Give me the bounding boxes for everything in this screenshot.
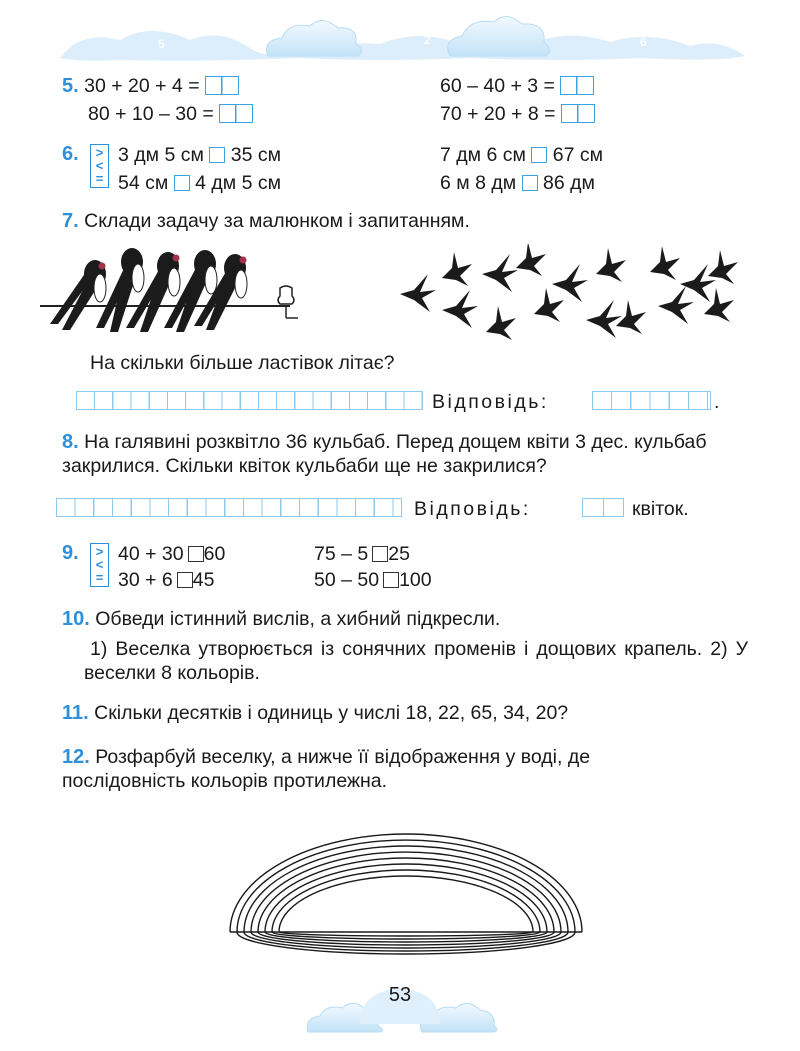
header-digit: 1 <box>372 33 379 47</box>
cloud-right <box>448 16 550 56</box>
flying-swallow <box>516 244 546 276</box>
operand: 54 см <box>118 172 169 194</box>
task-number: 5. <box>62 75 79 97</box>
flying-swallow <box>658 286 694 324</box>
compare-box[interactable] <box>522 175 538 191</box>
header-digit: 8 <box>692 25 699 39</box>
header-digit: 4 <box>570 23 577 37</box>
rainbow-arc <box>279 876 533 932</box>
solution-cells[interactable] <box>56 498 402 517</box>
rainbow-arc <box>272 870 540 932</box>
header-digit: 5 <box>158 37 165 51</box>
task-text: Обведи істинний вислів, а хибний підкресли. <box>95 608 501 630</box>
compare-box[interactable] <box>188 546 204 562</box>
answer-cells[interactable] <box>592 391 711 410</box>
cloud-left <box>267 20 362 56</box>
flying-swallow <box>400 274 436 312</box>
task12 <box>62 745 662 793</box>
flying-swallow <box>586 300 622 338</box>
task11 <box>62 701 568 725</box>
answer-cells[interactable] <box>582 498 624 517</box>
flying-swallow <box>650 246 680 280</box>
answer-box[interactable] <box>205 76 239 95</box>
operand: 4 дм 5 см <box>195 172 281 194</box>
rainbow-arc <box>265 864 547 932</box>
operand: 35 см <box>230 144 281 166</box>
task9-row2 <box>118 568 214 592</box>
operand: 67 см <box>552 144 603 166</box>
rainbow-outline[interactable] <box>228 830 584 956</box>
flying-swallow <box>616 300 646 334</box>
sign: < <box>95 158 104 173</box>
operand: 45 <box>192 569 215 591</box>
operand: 60 <box>203 543 226 565</box>
compare-box[interactable] <box>383 572 399 588</box>
answer-box[interactable] <box>219 104 253 123</box>
task-number: 8. <box>62 431 79 453</box>
compare-box[interactable] <box>209 147 225 163</box>
task-number: 9. <box>62 542 79 564</box>
flying-swallow <box>596 248 626 282</box>
header-digit: 2 <box>424 33 431 47</box>
operand: 25 <box>388 543 410 565</box>
compare-box[interactable] <box>174 175 190 191</box>
expression: 60 – 40 + 3 = <box>440 75 555 97</box>
task-text: Розфарбуй веселку, а нижче її відображення у воді, де послідовність кольорів протилежна. <box>62 746 591 792</box>
task5-row2 <box>88 102 253 126</box>
task5 <box>62 74 239 98</box>
header-digit: 7 <box>108 25 115 39</box>
task6-row2 <box>118 171 281 195</box>
operand: 40 + 30 <box>118 543 184 565</box>
flying-swallow <box>708 250 738 284</box>
operand: 6 м 8 дм <box>440 172 517 194</box>
operand: 7 дм 6 см <box>440 144 526 166</box>
header-digit: 3 <box>224 25 231 39</box>
task-number: 6. <box>62 143 79 165</box>
task-number: 7. <box>62 210 79 232</box>
answer-unit: квіток. <box>632 498 689 520</box>
perched-swallow <box>50 260 106 330</box>
sign: > <box>95 145 104 160</box>
task6-number <box>62 142 79 166</box>
task-text: Скільки десятків і одиниць у числі 18, 22, 65, 34, 20? <box>94 702 569 724</box>
header-clouds <box>0 0 800 70</box>
flying-swallow <box>534 288 564 322</box>
task-number: 11. <box>62 702 89 724</box>
task6-row1 <box>118 143 281 167</box>
flying-swallow <box>442 290 478 328</box>
task9-row2-right <box>314 568 432 592</box>
operand: 86 дм <box>542 172 595 194</box>
answer-label: Відповідь: <box>432 391 549 413</box>
operand: 50 – 50 <box>314 569 380 591</box>
task-text: На галявині розквітло 36 кульбаб. Перед дощем квіти 3 дес. кульбаб закрилися. Скільки квіток кульбаби ще не закрилися? <box>62 431 707 477</box>
flying-swallow <box>680 264 716 302</box>
task9-row1 <box>118 542 225 566</box>
task9-number <box>62 541 79 565</box>
solution-cells[interactable] <box>76 391 423 410</box>
rainbow-arc <box>258 858 554 932</box>
flying-swallow <box>442 252 472 286</box>
sign: < <box>95 557 104 572</box>
answer-label: Відповідь: <box>414 498 531 520</box>
sign: = <box>95 171 104 186</box>
operand: 100 <box>399 569 432 591</box>
rainbow-arc <box>244 846 568 932</box>
operand: 75 – 5 <box>314 543 369 565</box>
task9-row1-right <box>314 542 410 566</box>
expression: 30 + 20 + 4 = <box>84 75 200 97</box>
task6-row2-right <box>440 171 595 195</box>
flying-swallow <box>704 288 734 322</box>
rainbow-arc <box>237 840 575 932</box>
sign: = <box>95 570 104 585</box>
task-number: 10. <box>62 608 90 630</box>
operand: 3 дм 5 см <box>118 144 204 166</box>
swallows-on-wire <box>40 244 310 334</box>
task-text: Склади задачу за малюнком і запитанням. <box>84 210 470 232</box>
flying-swallow <box>552 264 588 302</box>
sign: > <box>95 544 104 559</box>
compare-box[interactable] <box>177 572 193 588</box>
expression: 70 + 20 + 8 = <box>440 103 556 125</box>
task6-row1-right <box>440 143 603 167</box>
flying-swallow <box>482 254 518 292</box>
compare-signs <box>90 144 109 188</box>
answer-box[interactable] <box>560 76 594 95</box>
task10-statement: 1) Веселка утворюється із сонячних променів і дощових крапель. 2) У веселки 8 кольорів. <box>84 638 748 684</box>
answer-box[interactable] <box>561 104 595 123</box>
task-number: 12. <box>62 746 90 768</box>
task7-question: На скільки більше ластівок літає? <box>90 352 395 374</box>
flying-swallow <box>486 306 516 340</box>
answer-end: . <box>714 391 720 413</box>
page-number: 53 <box>388 984 412 1006</box>
flying-swallows <box>390 244 750 344</box>
operand: 30 + 6 <box>118 569 173 591</box>
task10 <box>62 607 500 631</box>
task8 <box>62 430 752 478</box>
task5-right1 <box>440 74 594 98</box>
task5-right2 <box>440 102 595 126</box>
task7 <box>62 209 470 233</box>
expression: 80 + 10 – 30 = <box>88 103 214 125</box>
compare-box[interactable] <box>372 546 388 562</box>
header-digit: 0 <box>398 17 405 31</box>
compare-box[interactable] <box>531 147 547 163</box>
compare-signs <box>90 543 109 587</box>
header-digit: 6 <box>640 35 647 49</box>
